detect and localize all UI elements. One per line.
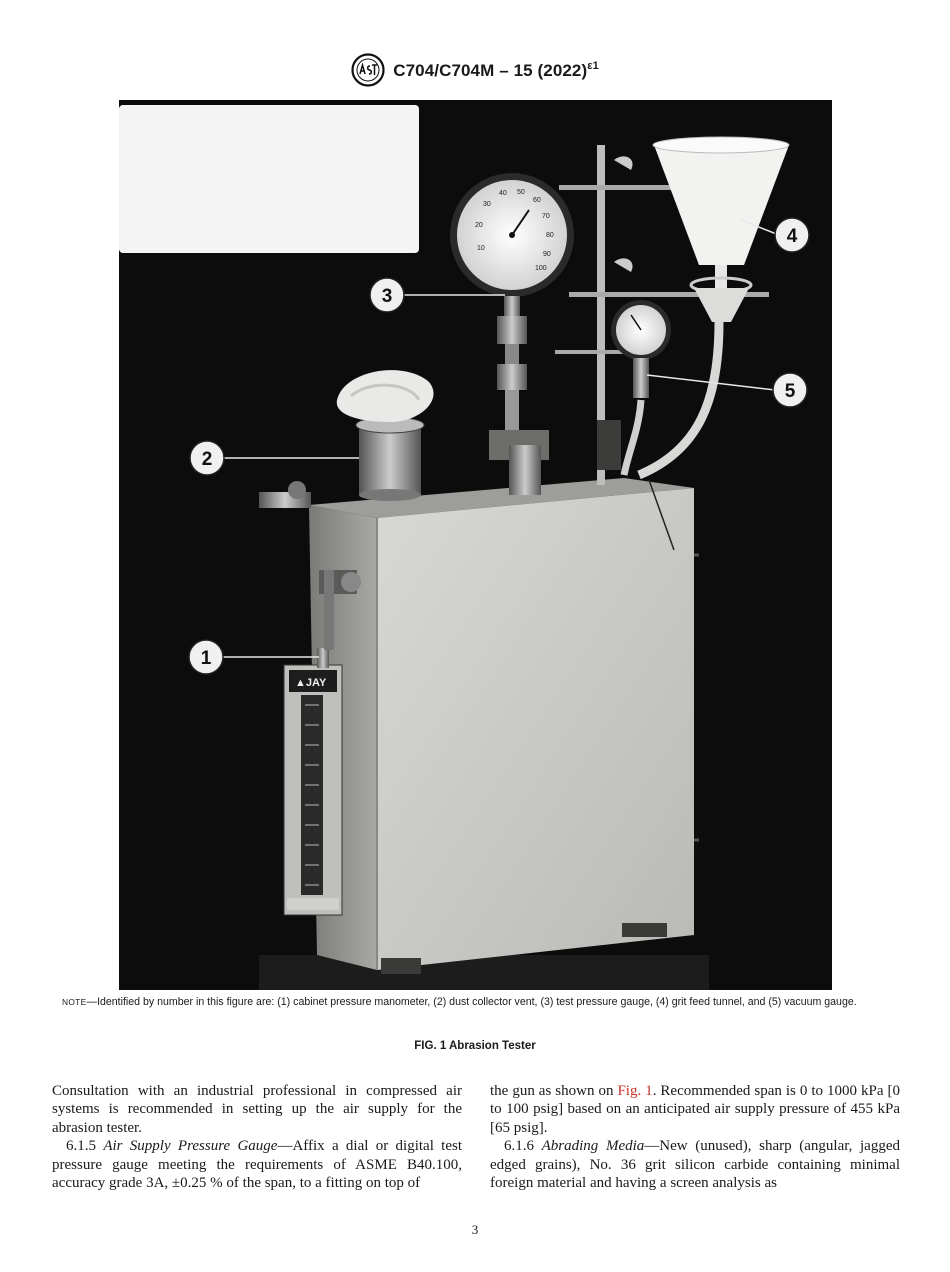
section-6-1-5: 6.1.5 Air Supply Pressure Gauge—Affix a dial or digital test pressure gauge meeting the requirements of ASME B40.100, accuracy grade 3A, ±0.25 % of the span, to a fitting on top of — [52, 1138, 462, 1192]
section-title: Abrading Media — [541, 1138, 645, 1155]
fig-1-link[interactable]: Fig. 1 — [617, 1083, 653, 1099]
callout-1 — [189, 640, 223, 674]
paragraph-continuation: Consultation with an industrial professional in compressed air systems is recommended in setting up the air supply for the abrasion tester. — [52, 1083, 462, 1136]
astm-logo-icon — [351, 53, 385, 87]
section-6-1-6: 6.1.6 Abrading Media—New (unused), sharp (angular, jagged edged grains), No. 36 grit silicon carbide containing minimal foreign material and having a screen analysis as — [490, 1138, 900, 1192]
svg-text:▲JAY: ▲JAY — [295, 677, 327, 689]
note-prefix: NOTE — [62, 997, 87, 1007]
svg-text:1: 1 — [200, 648, 212, 669]
svg-text:50: 50 — [517, 189, 525, 196]
svg-text:20: 20 — [475, 222, 483, 229]
figure-note — [62, 996, 922, 1008]
svg-text:10: 10 — [477, 245, 485, 252]
callout-5 — [773, 373, 807, 407]
callout-2 — [190, 441, 224, 475]
body-column-left — [52, 1082, 462, 1192]
paragraph-continuation-right: the gun as shown on Fig. 1. Recommended span is 0 to 1000 kPa [0 to 100 psig] based on an anticipated air supply pressure of 455 kPa [65 psig]. — [490, 1083, 900, 1136]
svg-text:2: 2 — [201, 449, 213, 470]
svg-text:4: 4 — [786, 226, 798, 247]
figure-caption: FIG. 1 Abrasion Tester — [414, 1040, 536, 1052]
svg-text:5: 5 — [784, 381, 796, 402]
svg-text:80: 80 — [546, 232, 554, 239]
section-title: Air Supply Pressure Gauge — [103, 1138, 278, 1155]
svg-text:100: 100 — [535, 265, 547, 272]
svg-text:30: 30 — [483, 201, 491, 208]
note-text: —Identified by number in this figure are: (1) cabinet pressure manometer, (2) dust collector vent, (3) test pressure gauge, (4) grit feed tunnel, and (5) vacuum gauge. — [86, 996, 857, 1008]
svg-text:70: 70 — [542, 213, 550, 220]
page-header — [0, 52, 950, 88]
callout-3 — [370, 278, 404, 312]
standard-designation: C704/C704M – 15 $(2022)^{\varepsilon 1}$ — [393, 59, 599, 80]
svg-text:60: 60 — [533, 197, 541, 204]
page-number: 3 — [471, 1222, 479, 1237]
body-column-right — [490, 1082, 900, 1192]
svg-text:40: 40 — [499, 190, 507, 197]
callout-4 — [775, 218, 809, 252]
svg-text:90: 90 — [543, 251, 551, 258]
abrasion-tester-photo — [119, 100, 832, 990]
svg-text:3: 3 — [381, 286, 393, 307]
